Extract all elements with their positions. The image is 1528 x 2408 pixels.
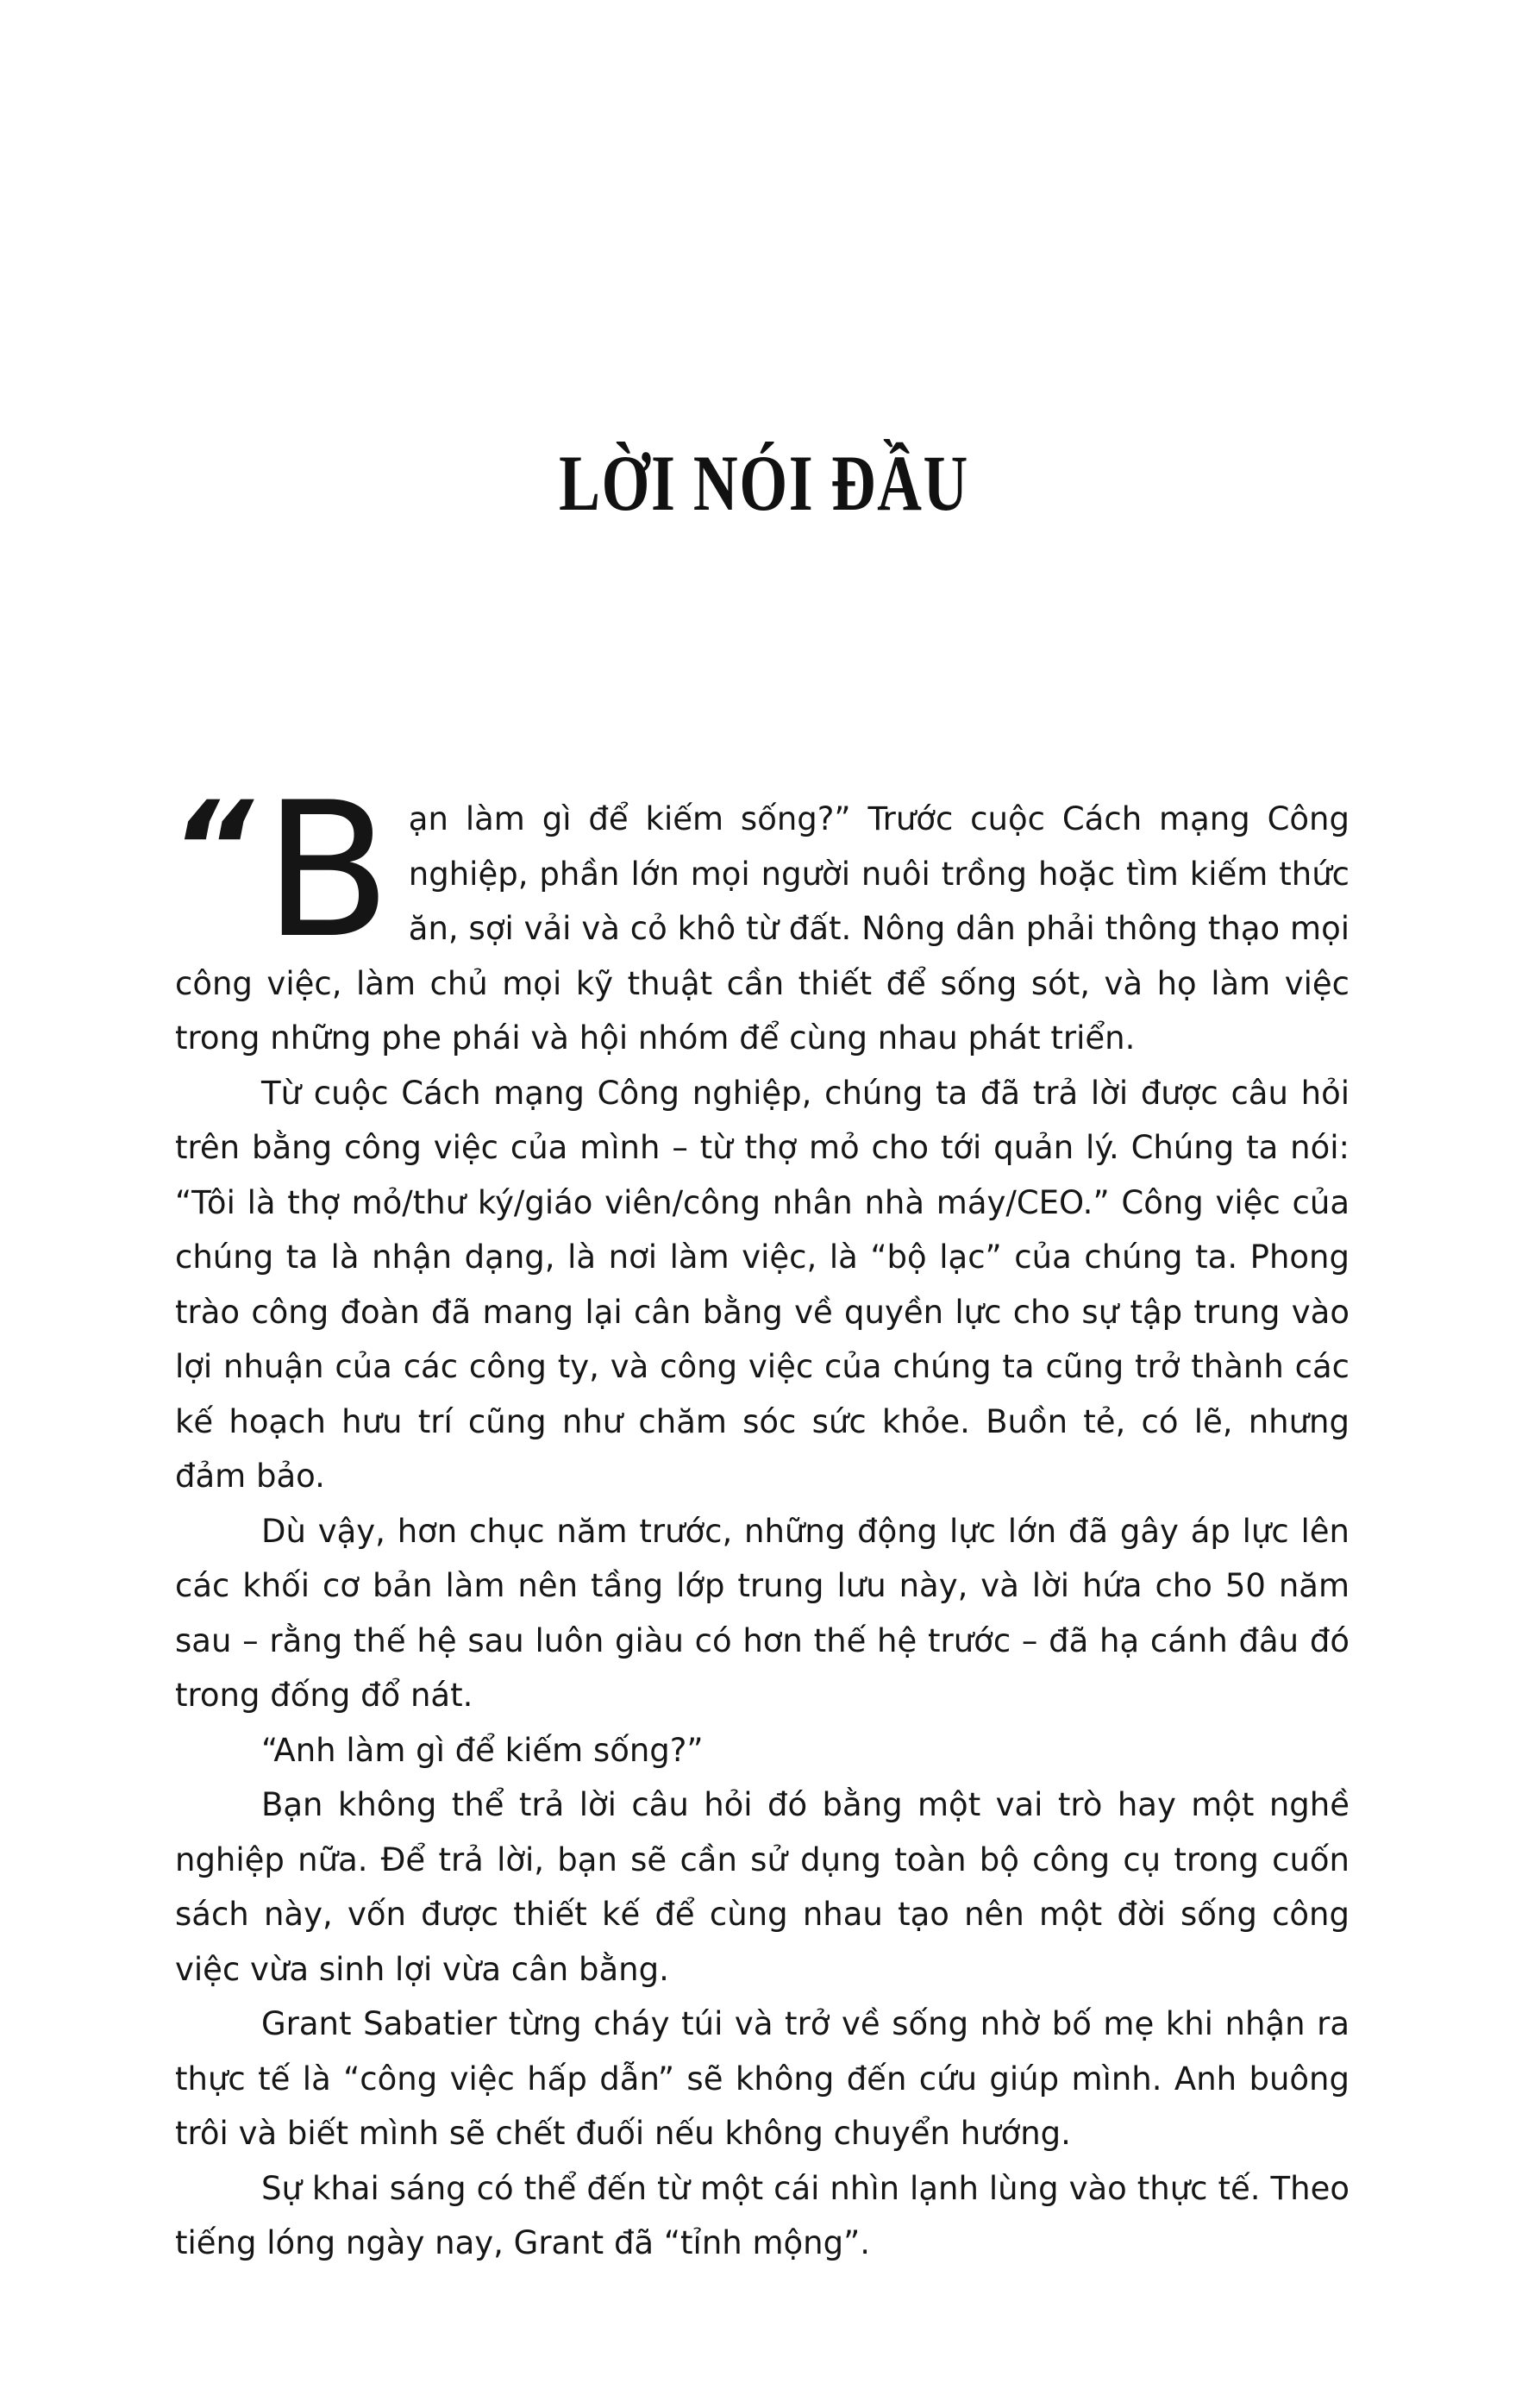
paragraph: “Anh làm gì để kiếm sống?” (261, 1731, 704, 1769)
paragraph: Grant Sabatier từng cháy túi và trở về sống nhờ bố mẹ khi nhận ra thực tế là “công việc hấp dẫn” sẽ không đến cứu giúp mình. Anh buông trôi và biết mình sẽ chết đuối nếu không chuyển hướng. (175, 2005, 1350, 2152)
opening-paragraph (170, 762, 1350, 1066)
drop-cap-letter: B (263, 762, 391, 979)
opening-quote-mark: “ (170, 774, 245, 925)
paragraph: Bạn không thể trả lời câu hỏi đó bằng một vai trò hay một nghề nghiệp nữa. Để trả lời, bạn sẽ cần sử dụng toàn bộ công cụ trong cuốn sách này, vốn được thiết kế để cùng nhau tạo nên một đời sống công việc vừa sinh lợi vừa cân bằng. (175, 1786, 1350, 1988)
chapter-body (170, 762, 1350, 2271)
paragraph: Dù vậy, hơn chục năm trước, những động lực lớn đã gây áp lực lên các khối cơ bản làm nên tầng lớp trung lưu này, và lời hứa cho 50 năm sau – rằng thế hệ sau luôn giàu có hơn thế hệ trước – đã hạ cánh đâu đó trong đống đổ nát. (175, 1512, 1350, 1714)
opening-paragraph-text: ạn làm gì để kiếm sống?” Trước cuộc Cách mạng Công nghiệp, phần lớn mọi người nuôi trồng hoặc tìm kiếm thức ăn, sợi vải và cỏ khô từ đất. Nông dân phải thông thạo mọi công việc, làm chủ mọi kỹ thuật cần thiết để sống sót, và họ làm việc trong những phe phái và hội nhóm để cùng nhau phát triển. (175, 800, 1350, 1057)
paragraph: Sự khai sáng có thể đến từ một cái nhìn lạnh lùng vào thực tế. Theo tiếng lóng ngày nay, Grant đã “tỉnh mộng”. (175, 2169, 1350, 2261)
paragraph: Từ cuộc Cách mạng Công nghiệp, chúng ta đã trả lời được câu hỏi trên bằng công việc của mình – từ thợ mỏ cho tới quản lý. Chúng ta nói: “Tôi là thợ mỏ/thư ký/giáo viên/công nhân nhà máy/CEO.” Công việc của chúng ta là nhận dạng, là nơi làm việc, là “bộ lạc” của chúng ta. Phong trào công đoàn đã mang lại cân bằng về quyền lực cho sự tập trung vào lợi nhuận của các công ty, và công việc của chúng ta cũng trở thành các kế hoạch hưu trí cũng như chăm sóc sức khỏe. Buồn tẻ, có lẽ, nhưng đảm bảo. (175, 1074, 1350, 1495)
chapter-title: LỜI NÓI ĐẦU (559, 439, 969, 527)
